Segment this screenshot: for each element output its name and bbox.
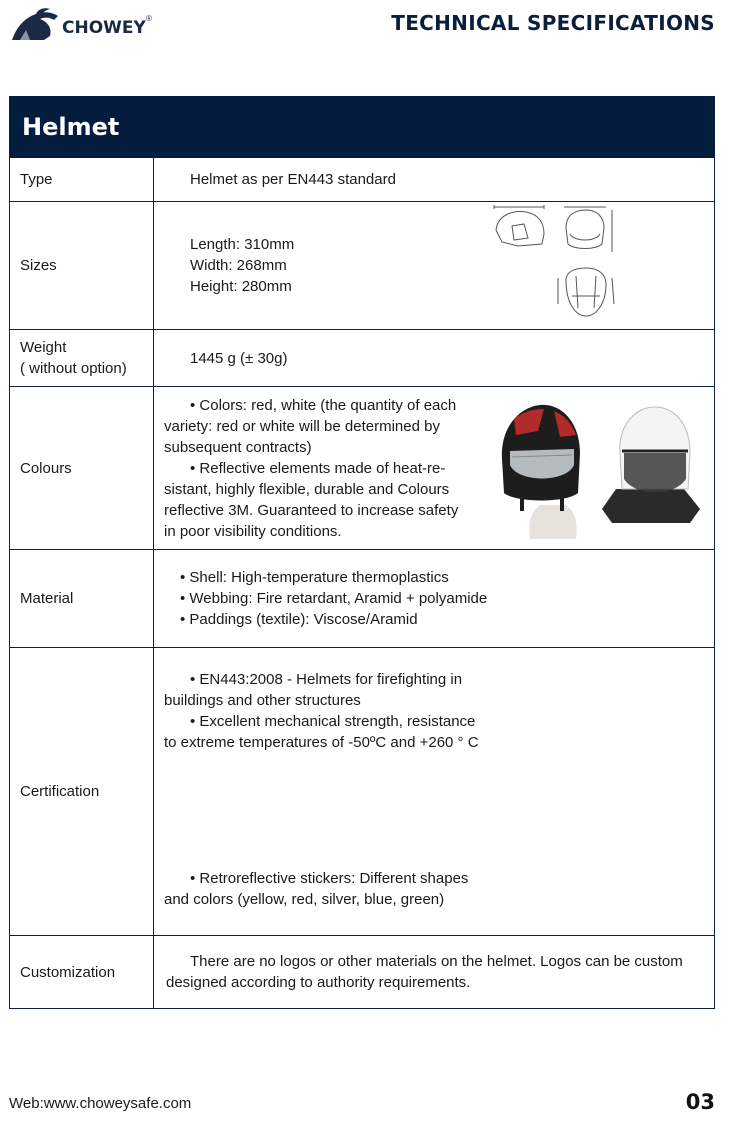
row-value — [154, 202, 715, 330]
certification-line: • Retroreflective stickers: Different shapes — [190, 870, 469, 887]
certification-line: to extreme temperatures of -50ºC and +260 ° C — [164, 734, 479, 751]
row-label: Type — [10, 158, 154, 202]
row-label: Sizes — [10, 202, 154, 330]
row-type — [10, 158, 715, 202]
row-label — [10, 330, 154, 387]
page-title: TECHNICAL SPECIFICATIONS — [391, 11, 715, 35]
row-label: Customization — [10, 936, 154, 1009]
certification-line: buildings and other structures — [164, 692, 361, 709]
registered-mark: ® — [146, 14, 152, 23]
row-certification — [10, 648, 715, 936]
brand-name: CHOWEY — [62, 18, 146, 38]
row-label: Colours — [10, 387, 154, 550]
spec-table — [9, 96, 715, 1009]
size-width: Width: 268mm — [190, 257, 287, 274]
size-height: Height: 280mm — [190, 278, 292, 295]
material-item: • Webbing: Fire retardant, Aramid + polyamide — [180, 590, 488, 607]
colours-line: in poor visibility conditions. — [164, 522, 342, 540]
row-material — [10, 550, 715, 648]
row-sizes — [10, 202, 715, 330]
weight-label: Weight — [20, 339, 67, 356]
row-value — [154, 387, 715, 550]
material-item: • Shell: High-temperature thermoplastics — [180, 569, 449, 586]
colours-line: variety: red or white will be determined by — [164, 417, 440, 435]
lion-logo-icon — [10, 6, 60, 42]
helmet-photo-icon — [494, 401, 706, 541]
row-value — [154, 550, 715, 648]
certification-line: • EN443:2008 - Helmets for firefighting in — [190, 671, 463, 688]
page-number: 03 — [685, 1090, 715, 1114]
colours-line: • Reflective elements made of heat-re- — [190, 459, 446, 477]
row-weight — [10, 330, 715, 387]
row-value — [154, 936, 715, 1009]
row-value — [154, 648, 715, 936]
row-colours — [10, 387, 715, 550]
material-item: • Paddings (textile): Viscose/Aramid — [180, 611, 418, 628]
table-heading: Helmet — [10, 97, 715, 158]
website-link[interactable]: Web:www.choweysafe.com — [9, 1095, 192, 1112]
customization-line: designed according to authority requirements. — [166, 974, 471, 991]
customization-line: There are no logos or other materials on the helmet. Logos can be custom — [190, 953, 683, 970]
colours-line: subsequent contracts) — [164, 438, 312, 456]
row-customization — [10, 936, 715, 1009]
row-value: Helmet as per EN443 standard — [154, 158, 715, 202]
size-length: Length: 310mm — [190, 236, 295, 253]
helmet-dimension-drawing-icon — [492, 204, 622, 326]
row-label: Certification — [10, 648, 154, 936]
row-value: 1445 g (± 30g) — [154, 330, 715, 387]
certification-line: and colors (yellow, red, silver, blue, green) — [164, 891, 445, 908]
row-label: Material — [10, 550, 154, 648]
weight-label-note: ( without option) — [20, 360, 127, 377]
brand-logo — [10, 6, 150, 42]
table-heading-row — [10, 97, 715, 158]
certification-line: • Excellent mechanical strength, resistance — [190, 713, 476, 730]
colours-line: sistant, highly flexible, durable and Colours — [164, 480, 450, 498]
colours-line: reflective 3M. Guaranteed to increase safety — [164, 501, 459, 519]
colours-line: • Colors: red, white (the quantity of each — [190, 396, 457, 414]
